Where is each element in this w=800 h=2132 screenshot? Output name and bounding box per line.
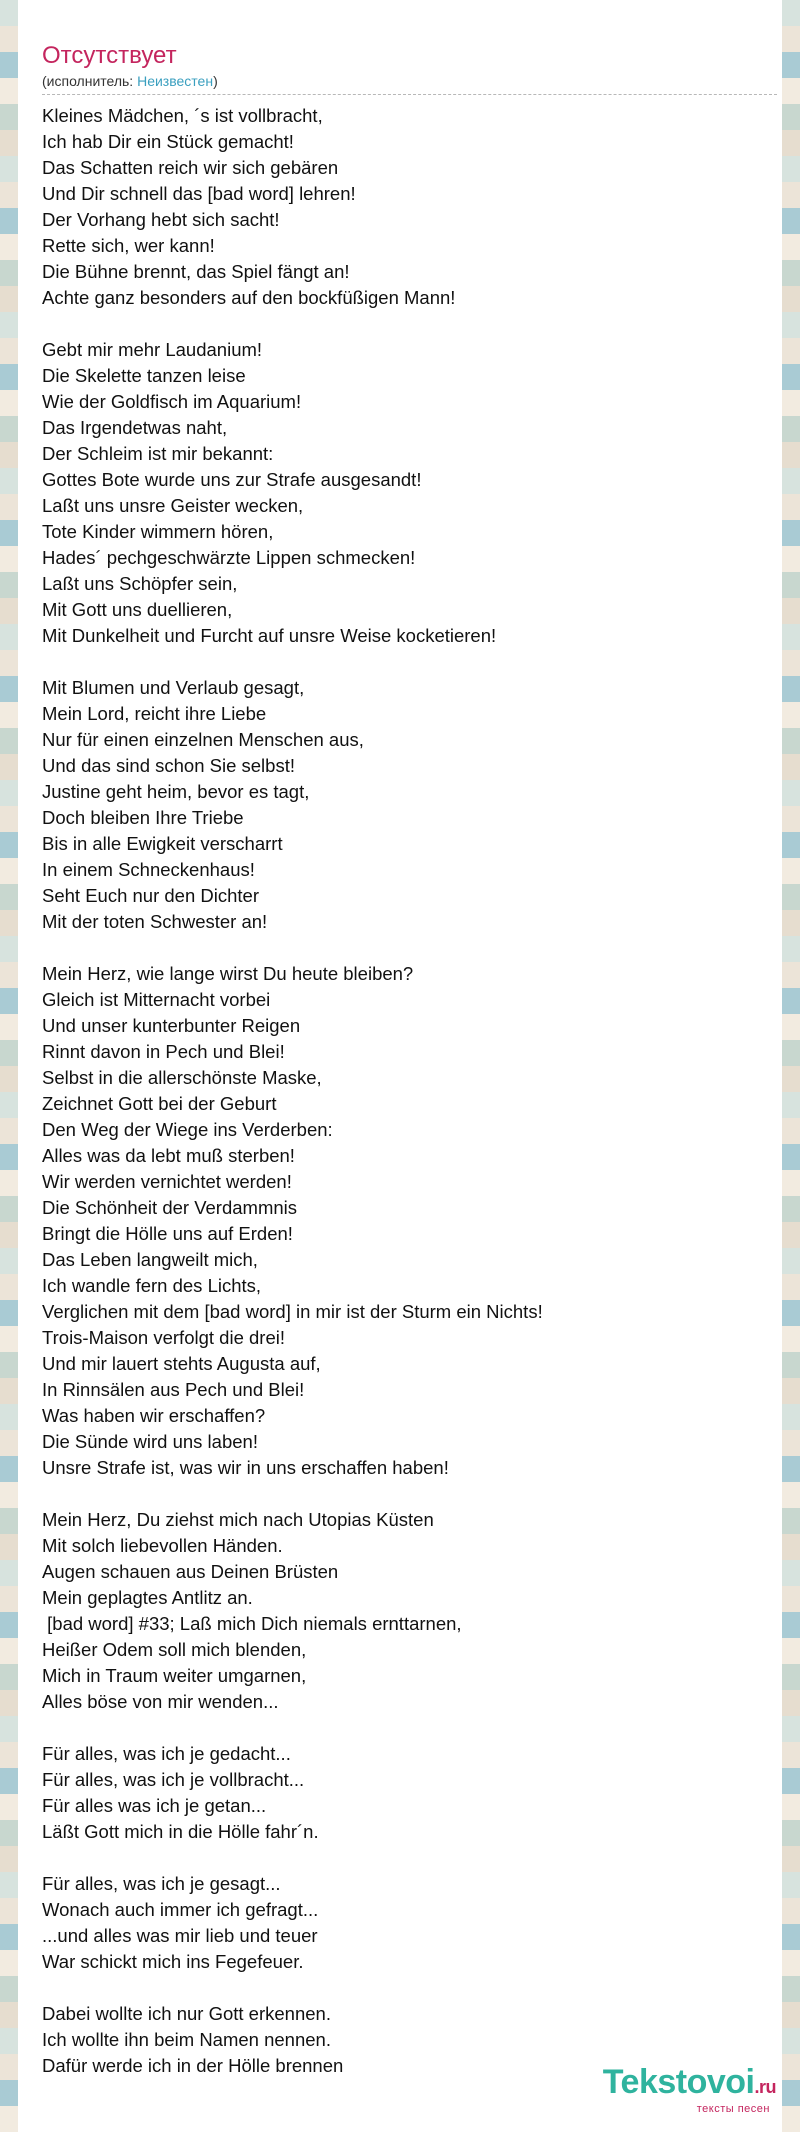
lyrics-line: Mit Gott uns duellieren,	[42, 599, 233, 620]
lyrics-line: Mich in Traum weiter umgarnen,	[42, 1665, 307, 1686]
lyrics-line: Tote Kinder wimmern hören,	[42, 521, 274, 542]
lyrics-line: Rette sich, wer kann!	[42, 235, 215, 256]
lyrics-line: Wonach auch immer ich gefragt...	[42, 1899, 319, 1920]
lyrics-line: Die Sünde wird uns laben!	[42, 1431, 258, 1452]
artist-prefix: (исполнитель:	[42, 73, 138, 89]
lyrics-line: Laßt uns Schöpfer sein,	[42, 573, 238, 594]
lyrics-line: Für alles, was ich je gesagt...	[42, 1873, 281, 1894]
lyrics-line: Hades´ pechgeschwärzte Lippen schmecken!	[42, 547, 416, 568]
lyrics-body	[42, 103, 777, 2105]
logo-tagline: тексты песен	[696, 2103, 770, 2115]
lyrics-line: Augen schauen aus Deinen Brüsten	[42, 1561, 339, 1582]
lyrics-card	[18, 0, 782, 2132]
lyrics-line: Verglichen mit dem [bad word] in mir ist der Sturm ein Nichts!	[42, 1301, 543, 1322]
lyrics-line: Der Vorhang hebt sich sacht!	[42, 209, 280, 230]
song-title: Отсутствует	[42, 42, 177, 69]
lyrics-line: Das Leben langweilt mich,	[42, 1249, 258, 1270]
lyrics-line: Das Irgendetwas naht,	[42, 417, 228, 438]
logo-text	[603, 2064, 776, 2105]
lyrics-line: Ich wandle fern des Lichts,	[42, 1275, 262, 1296]
lyrics-line: Bis in alle Ewigkeit verscharrt	[42, 833, 283, 854]
lyrics-line: Die Bühne brennt, das Spiel fängt an!	[42, 261, 350, 282]
lyrics-line: ...und alles was mir lieb und teuer	[42, 1925, 318, 1946]
lyrics-line: Wir werden vernichtet werden!	[42, 1171, 292, 1192]
lyrics-line: Heißer Odem soll mich blenden,	[42, 1639, 307, 1660]
artist-line	[42, 72, 777, 95]
lyrics-line: Gottes Bote wurde uns zur Strafe ausgesandt!	[42, 469, 422, 490]
lyrics-line: Ich hab Dir ein Stück gemacht!	[42, 131, 294, 152]
lyrics-line: Ich wollte ihn beim Namen nennen.	[42, 2029, 331, 2050]
lyrics-line: Mit der toten Schwester an!	[42, 911, 268, 932]
lyrics-line: Zeichnet Gott bei der Geburt	[42, 1093, 277, 1114]
lyrics-line: Läßt Gott mich in die Hölle fahr´n.	[42, 1821, 319, 1842]
artist-link[interactable]: Неизвестен	[137, 73, 214, 89]
lyrics-line: Mein Lord, reicht ihre Liebe	[42, 703, 267, 724]
lyrics-line: Nur für einen einzelnen Menschen aus,	[42, 729, 364, 750]
lyrics-line: Mein Herz, Du ziehst mich nach Utopias Küsten	[42, 1509, 434, 1530]
lyrics-line: Alles böse von mir wenden...	[42, 1691, 279, 1712]
lyrics-line: Trois-Maison verfolgt die drei!	[42, 1327, 285, 1348]
lyrics-line: War schickt mich ins Fegefeuer.	[42, 1951, 304, 1972]
lyrics-line: Selbst in die allerschönste Maske,	[42, 1067, 322, 1088]
lyrics-line: Mit Dunkelheit und Furcht auf unsre Weise kocketieren!	[42, 625, 497, 646]
lyrics-line: Seht Euch nur den Dichter	[42, 885, 259, 906]
artist-suffix: )	[213, 73, 218, 89]
lyrics-line: Kleines Mädchen, ´s ist vollbracht,	[42, 105, 323, 126]
lyrics-line: Mit solch liebevollen Händen.	[42, 1535, 283, 1556]
lyrics-line: [bad word] #33; Laß mich Dich niemals ernttarnen,	[42, 1613, 462, 1634]
lyrics-line: Das Schatten reich wir sich gebären	[42, 157, 339, 178]
lyrics-line: Was haben wir erschaffen?	[42, 1405, 266, 1426]
lyrics-stanza	[42, 675, 777, 935]
lyrics-line: In einem Schneckenhaus!	[42, 859, 255, 880]
lyrics-line: Für alles, was ich je vollbracht...	[42, 1769, 305, 1790]
lyrics-stanza	[42, 1871, 777, 1975]
lyrics-stanza	[42, 337, 777, 649]
lyrics-line: Den Weg der Wiege ins Verderben:	[42, 1119, 333, 1140]
lyrics-line: Alles was da lebt muß sterben!	[42, 1145, 295, 1166]
logo-main-text: Tekstovoi	[602, 2063, 755, 2101]
lyrics-line: Gleich ist Mitternacht vorbei	[42, 989, 271, 1010]
lyrics-line: Und das sind schon Sie selbst!	[42, 755, 295, 776]
site-logo[interactable]	[603, 2064, 776, 2115]
lyrics-line: Für alles was ich je getan...	[42, 1795, 267, 1816]
lyrics-stanza	[42, 1741, 777, 1845]
lyrics-stanza	[42, 1507, 777, 1715]
lyrics-line: Mit Blumen und Verlaub gesagt,	[42, 677, 305, 698]
lyrics-line: Doch bleiben Ihre Triebe	[42, 807, 244, 828]
lyrics-line: Achte ganz besonders auf den bockfüßigen Mann!	[42, 287, 456, 308]
lyrics-line: Laßt uns unsre Geister wecken,	[42, 495, 304, 516]
lyrics-line: Für alles, was ich je gedacht...	[42, 1743, 291, 1764]
lyrics-line: Justine geht heim, bevor es tagt,	[42, 781, 310, 802]
lyrics-line: Unsre Strafe ist, was wir in uns erschaffen haben!	[42, 1457, 449, 1478]
lyrics-line: Und mir lauert stehts Augusta auf,	[42, 1353, 321, 1374]
song-header	[42, 42, 777, 95]
lyrics-line: Mein Herz, wie lange wirst Du heute bleiben?	[42, 963, 414, 984]
lyrics-line: Die Schönheit der Verdammnis	[42, 1197, 298, 1218]
lyrics-line: Die Skelette tanzen leise	[42, 365, 246, 386]
lyrics-line: Mein geplagtes Antlitz an.	[42, 1587, 253, 1608]
lyrics-line: Der Schleim ist mir bekannt:	[42, 443, 274, 464]
lyrics-line: Bringt die Hölle uns auf Erden!	[42, 1223, 293, 1244]
logo-tld: .ru	[754, 2077, 776, 2097]
lyrics-stanza	[42, 961, 777, 1481]
lyrics-line: Dafür werde ich in der Hölle brennen	[42, 2055, 344, 2076]
lyrics-line: Rinnt davon in Pech und Blei!	[42, 1041, 285, 1062]
lyrics-line: Und Dir schnell das [bad word] lehren!	[42, 183, 356, 204]
lyrics-line: Wie der Goldfisch im Aquarium!	[42, 391, 302, 412]
lyrics-line: Gebt mir mehr Laudanium!	[42, 339, 263, 360]
lyrics-line: Und unser kunterbunter Reigen	[42, 1015, 301, 1036]
lyrics-stanza	[42, 103, 777, 311]
lyrics-line: Dabei wollte ich nur Gott erkennen.	[42, 2003, 331, 2024]
lyrics-line: In Rinnsälen aus Pech und Blei!	[42, 1379, 305, 1400]
